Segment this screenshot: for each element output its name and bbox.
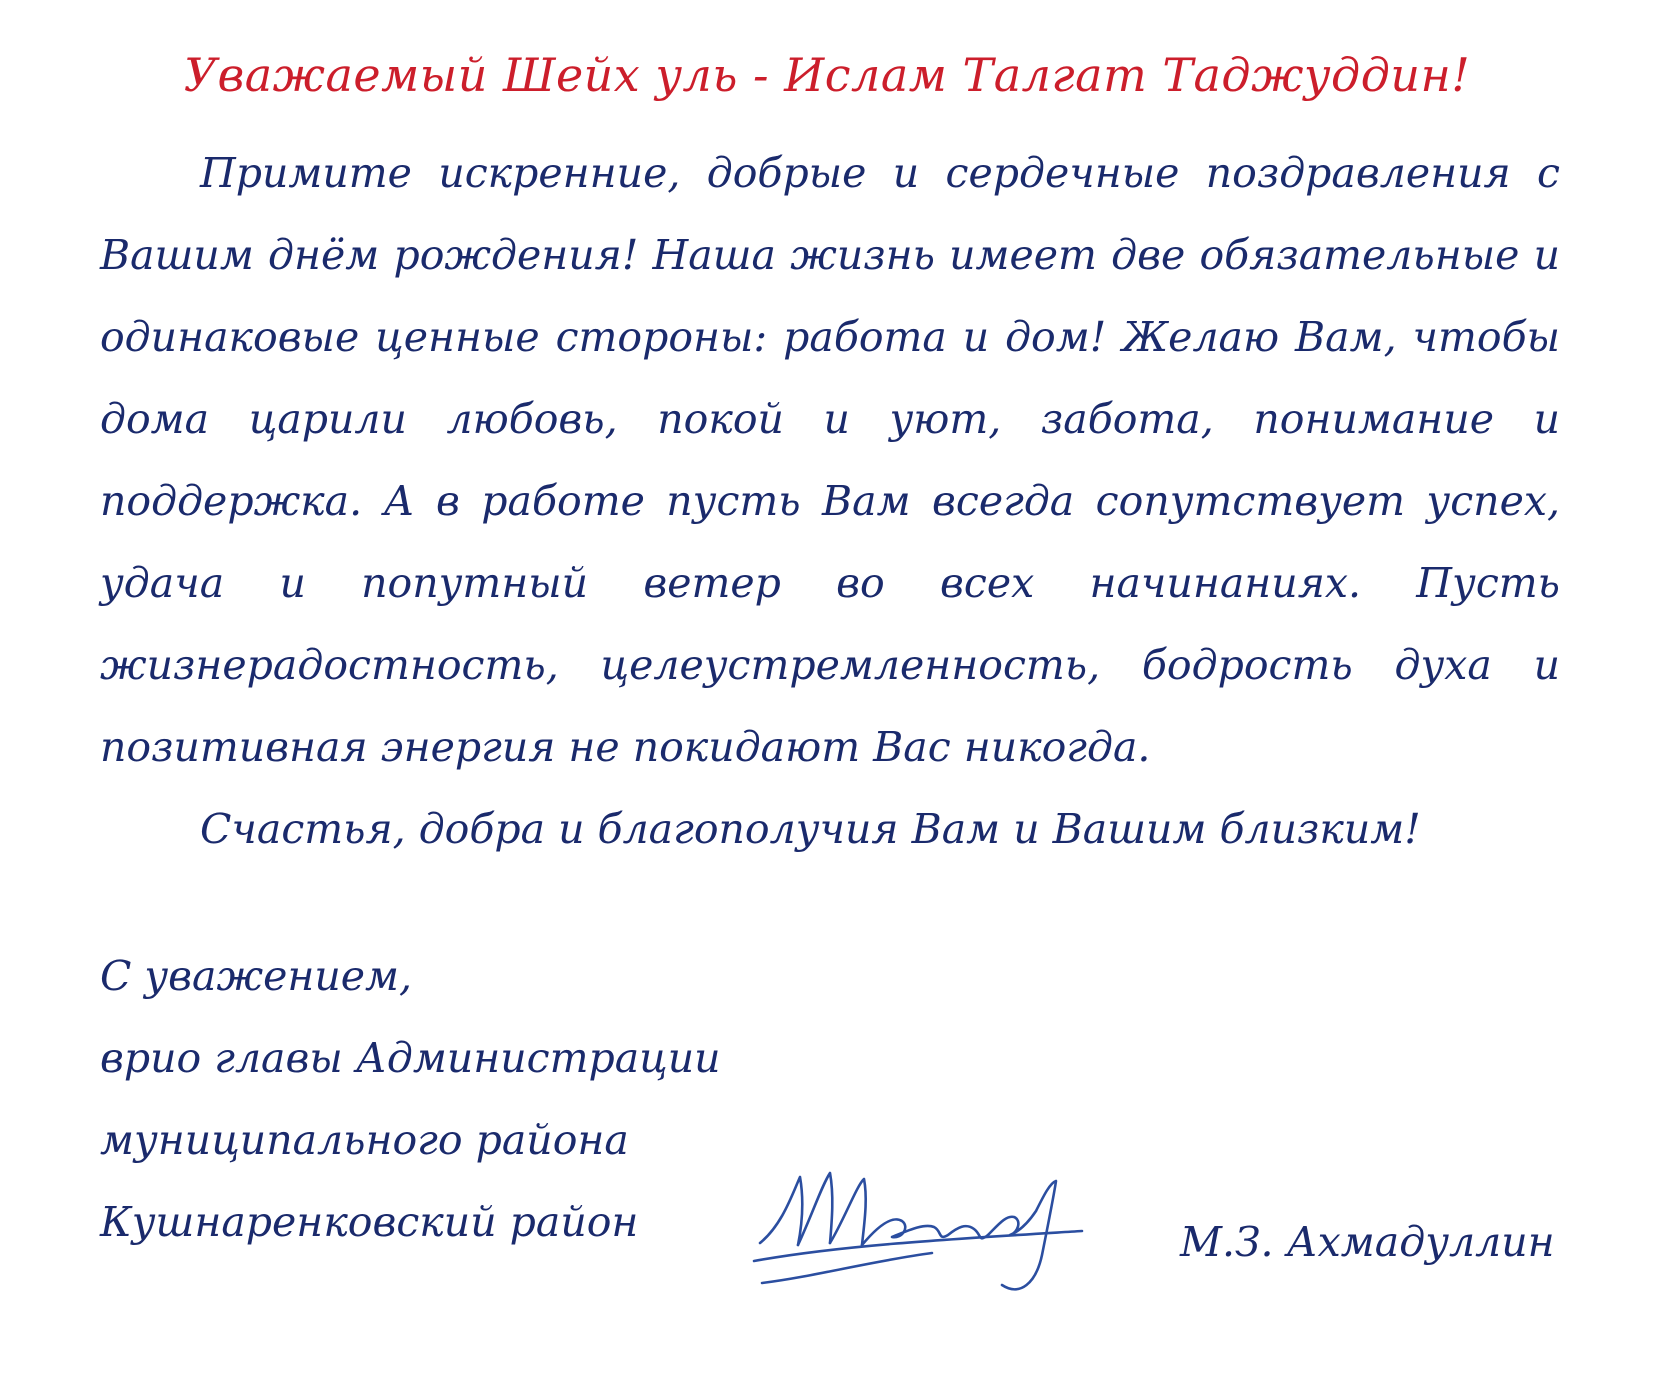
salutation: Уважаемый Шейх уль - Ислам Талгат Таджуддин! (183, 48, 1471, 102)
regards-line: С уважением, (100, 952, 413, 1000)
handwritten-signature (752, 1165, 1112, 1300)
letter-body (100, 132, 1560, 870)
signer-name: М.З. Ахмадуллин (1180, 1218, 1555, 1266)
congratulation-paragraph: Примите искренние, добрые и сердечные поздравления с Вашим днём рождения! Наша жизнь имеет две обязательные и одинаковые ценные стороны: работа и дом! Желаю Вам, чтобы дома царили любовь, покой и уют, забота, понимание и поддержка. А в работе пусть Вам всегда сопутствует успех, удача и попутный ветер во всех начинаниях. Пусть жизнерадостность, целеустремленность, бодрость духа и позитивная энергия не покидают Вас никогда. (100, 149, 1560, 771)
position-line-3: Кушнаренковский район (100, 1198, 639, 1246)
wish-paragraph: Счастья, добра и благополучия Вам и Вашим близким! (200, 805, 1421, 853)
position-line-2: муниципального района (100, 1116, 629, 1164)
position-line-1: врио главы Администрации (100, 1034, 721, 1082)
closing-block (100, 935, 721, 1263)
